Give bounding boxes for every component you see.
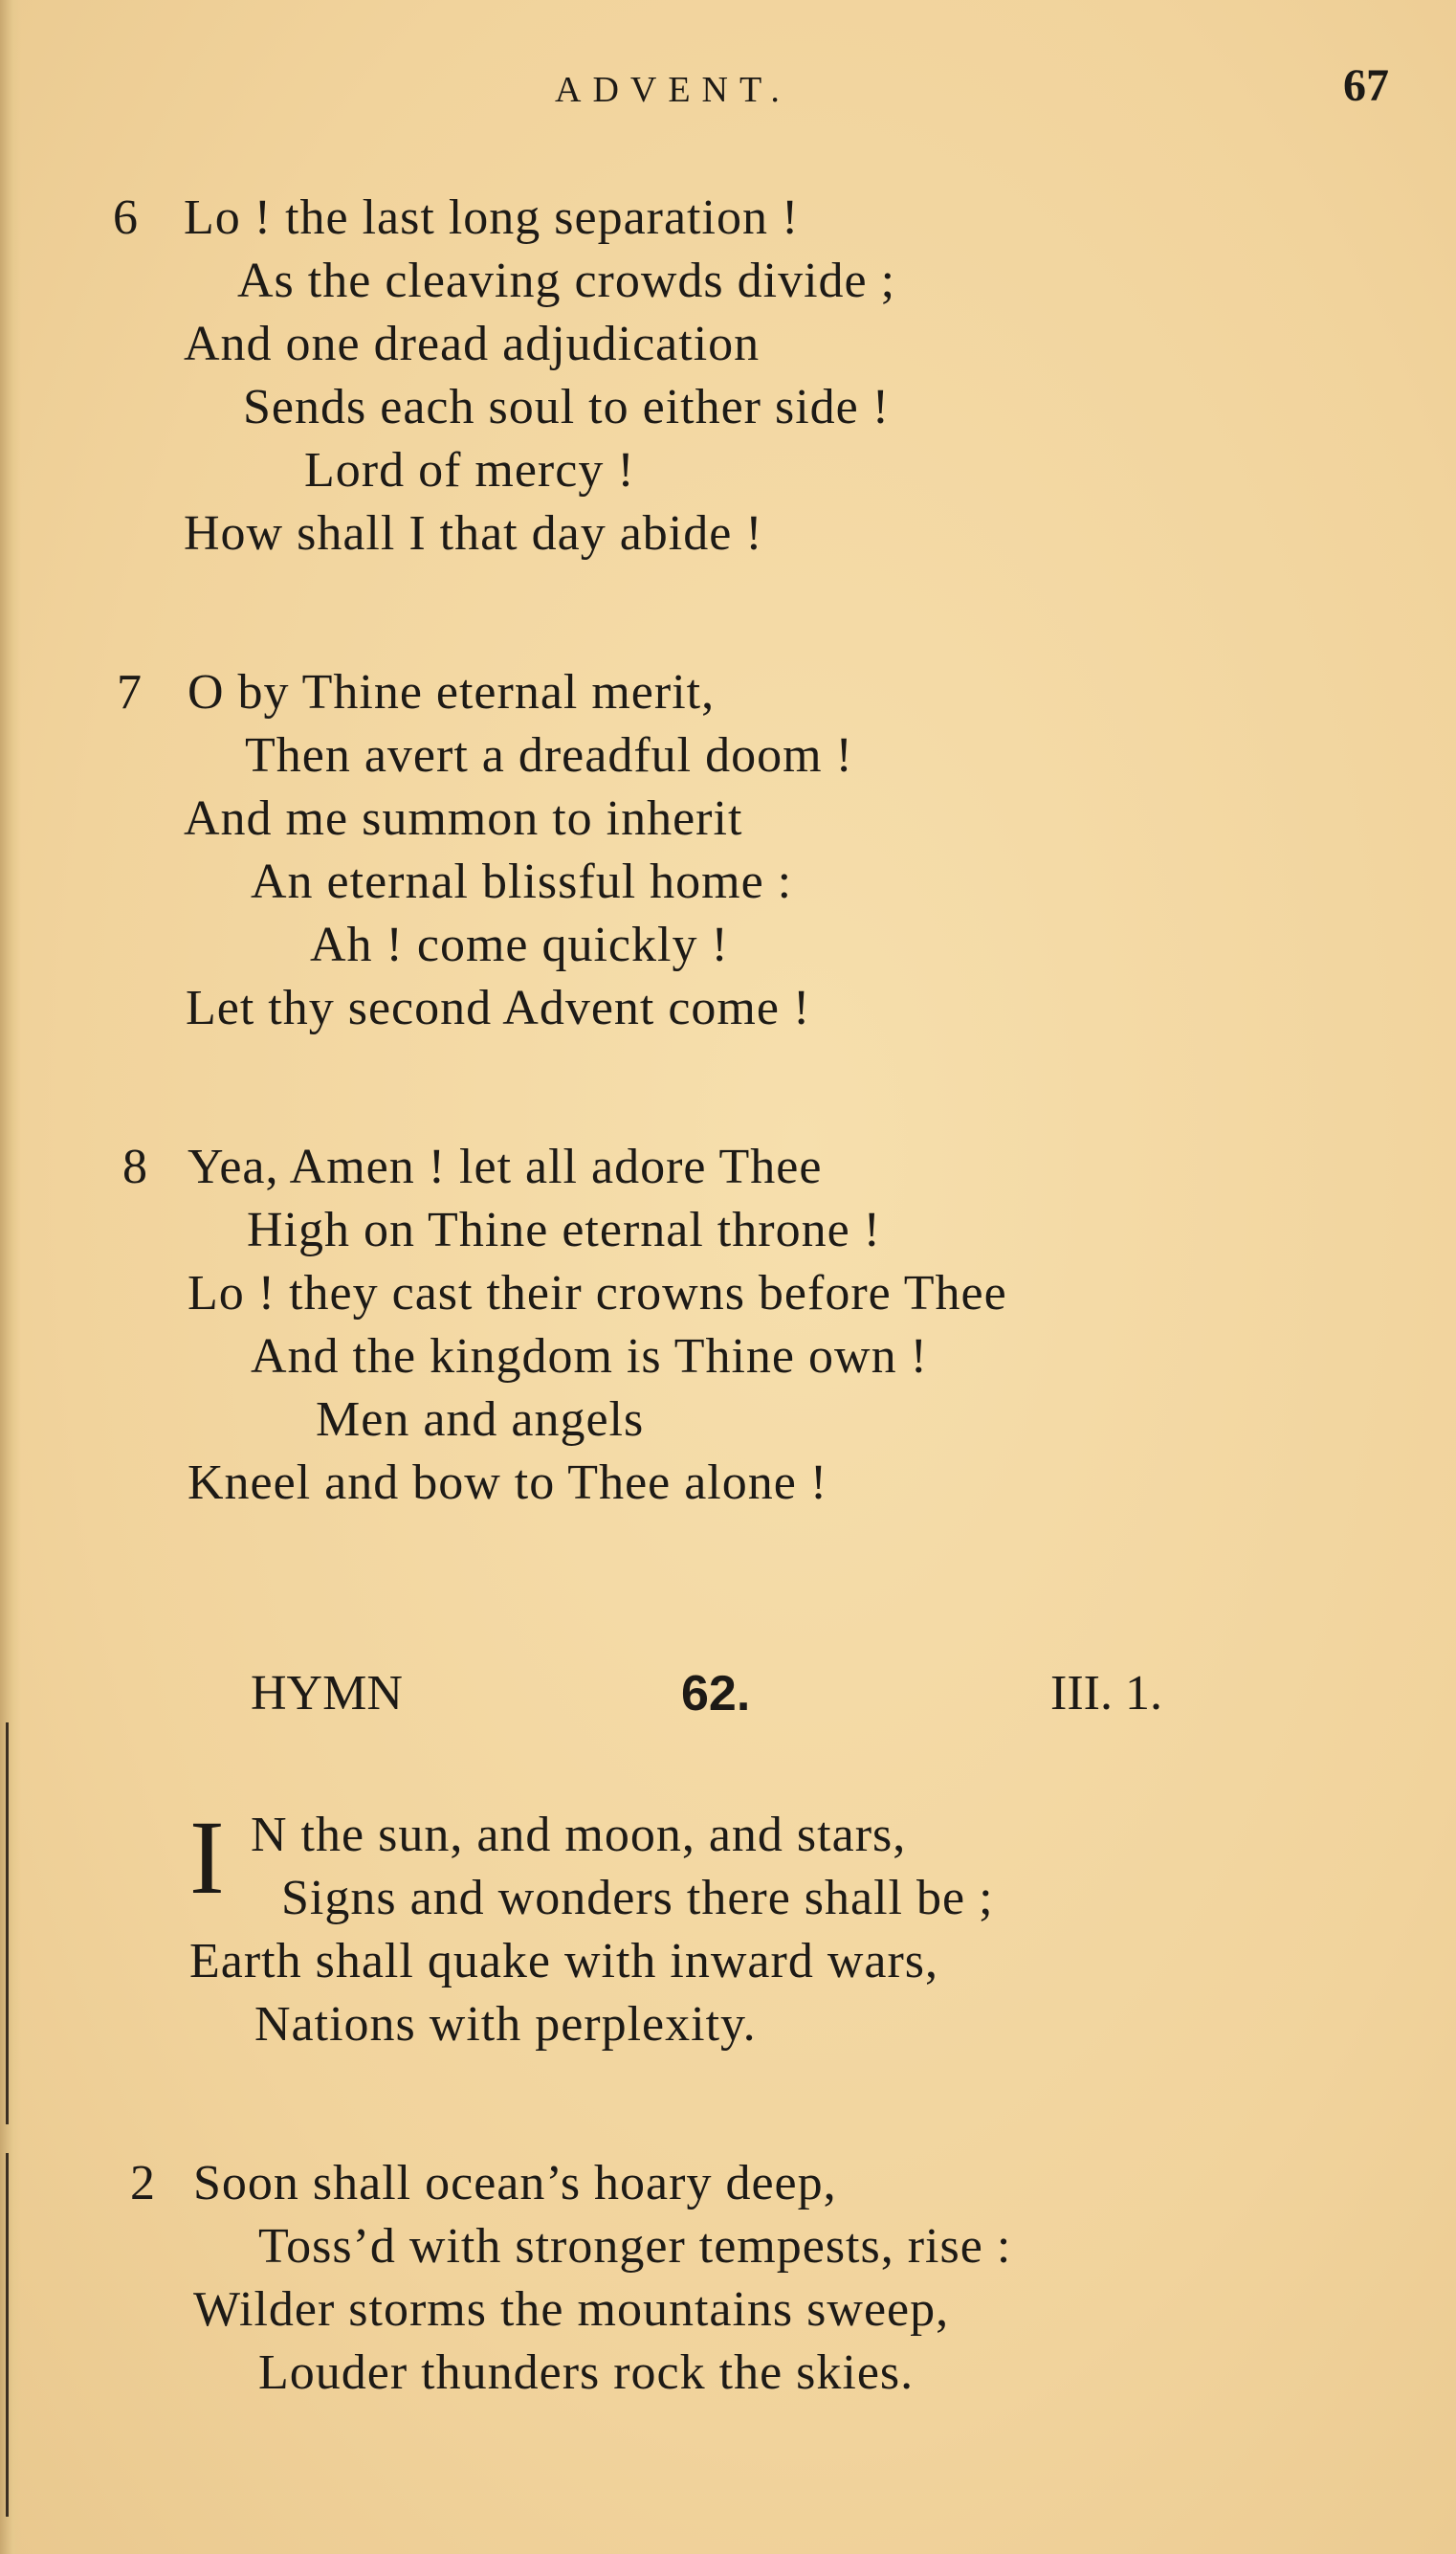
verse-line: Lo ! they cast their crowns before Thee [188,1266,1007,1321]
verse-line: And me summon to inherit [184,791,743,846]
verse-line: Signs and wonders there shall be ; [281,1871,994,1925]
verse-line: An eternal blissful home : [251,855,793,909]
verse-line: N the sun, and moon, and stars, [251,1808,907,1862]
stanza-number: 7 [117,665,142,720]
verse-line: Let thy second Advent come ! [186,981,811,1035]
verse-line: Toss’d with stronger tempests, rise : [258,2219,1012,2274]
verse-line: High on Thine eternal throne ! [247,1203,881,1257]
verse-line: Kneel and bow to Thee alone ! [188,1455,828,1510]
gutter-shadow [6,2153,9,2517]
stanza-number: 6 [113,190,138,245]
drop-cap: I [189,1799,225,1916]
hymn-label: HYMN [251,1666,403,1721]
verse-line: Louder thunders rock the skies. [258,2345,915,2400]
verse-line: Soon shall ocean’s hoary deep, [193,2156,837,2210]
verse-line: Wilder storms the mountains sweep, [193,2282,950,2337]
verse-line: Nations with perplexity. [254,1997,757,2052]
verse-line: Sends each soul to either side ! [243,380,891,434]
verse-line: O by Thine eternal merit, [188,665,716,720]
stanza-number: 2 [130,2156,155,2210]
verse-line: Earth shall quake with inward wars, [189,1934,939,1988]
verse-line: Yea, Amen ! let all adore Thee [188,1140,823,1194]
verse-line: And the kingdom is Thine own ! [251,1329,928,1384]
verse-line: Men and angels [316,1392,645,1447]
hymn-meter: III. 1. [1050,1666,1162,1721]
verse-line: Lord of mercy ! [304,443,635,498]
page-number: 67 [1343,60,1389,111]
verse-line: Lo ! the last long separation ! [184,190,800,245]
verse-line: Then avert a dreadful doom ! [245,728,853,783]
verse-line: Ah ! come quickly ! [310,918,729,972]
verse-line: As the cleaving crowds divide ; [237,254,896,308]
gutter-shadow [6,1722,9,2124]
page-gutter [0,0,21,2554]
verse-line: And one dread adjudication [184,317,761,371]
running-header: ADVENT. [555,70,791,110]
verse-line: How shall I that day abide ! [184,506,763,561]
hymn-number: 62. [681,1666,751,1721]
stanza-number: 8 [122,1140,147,1194]
